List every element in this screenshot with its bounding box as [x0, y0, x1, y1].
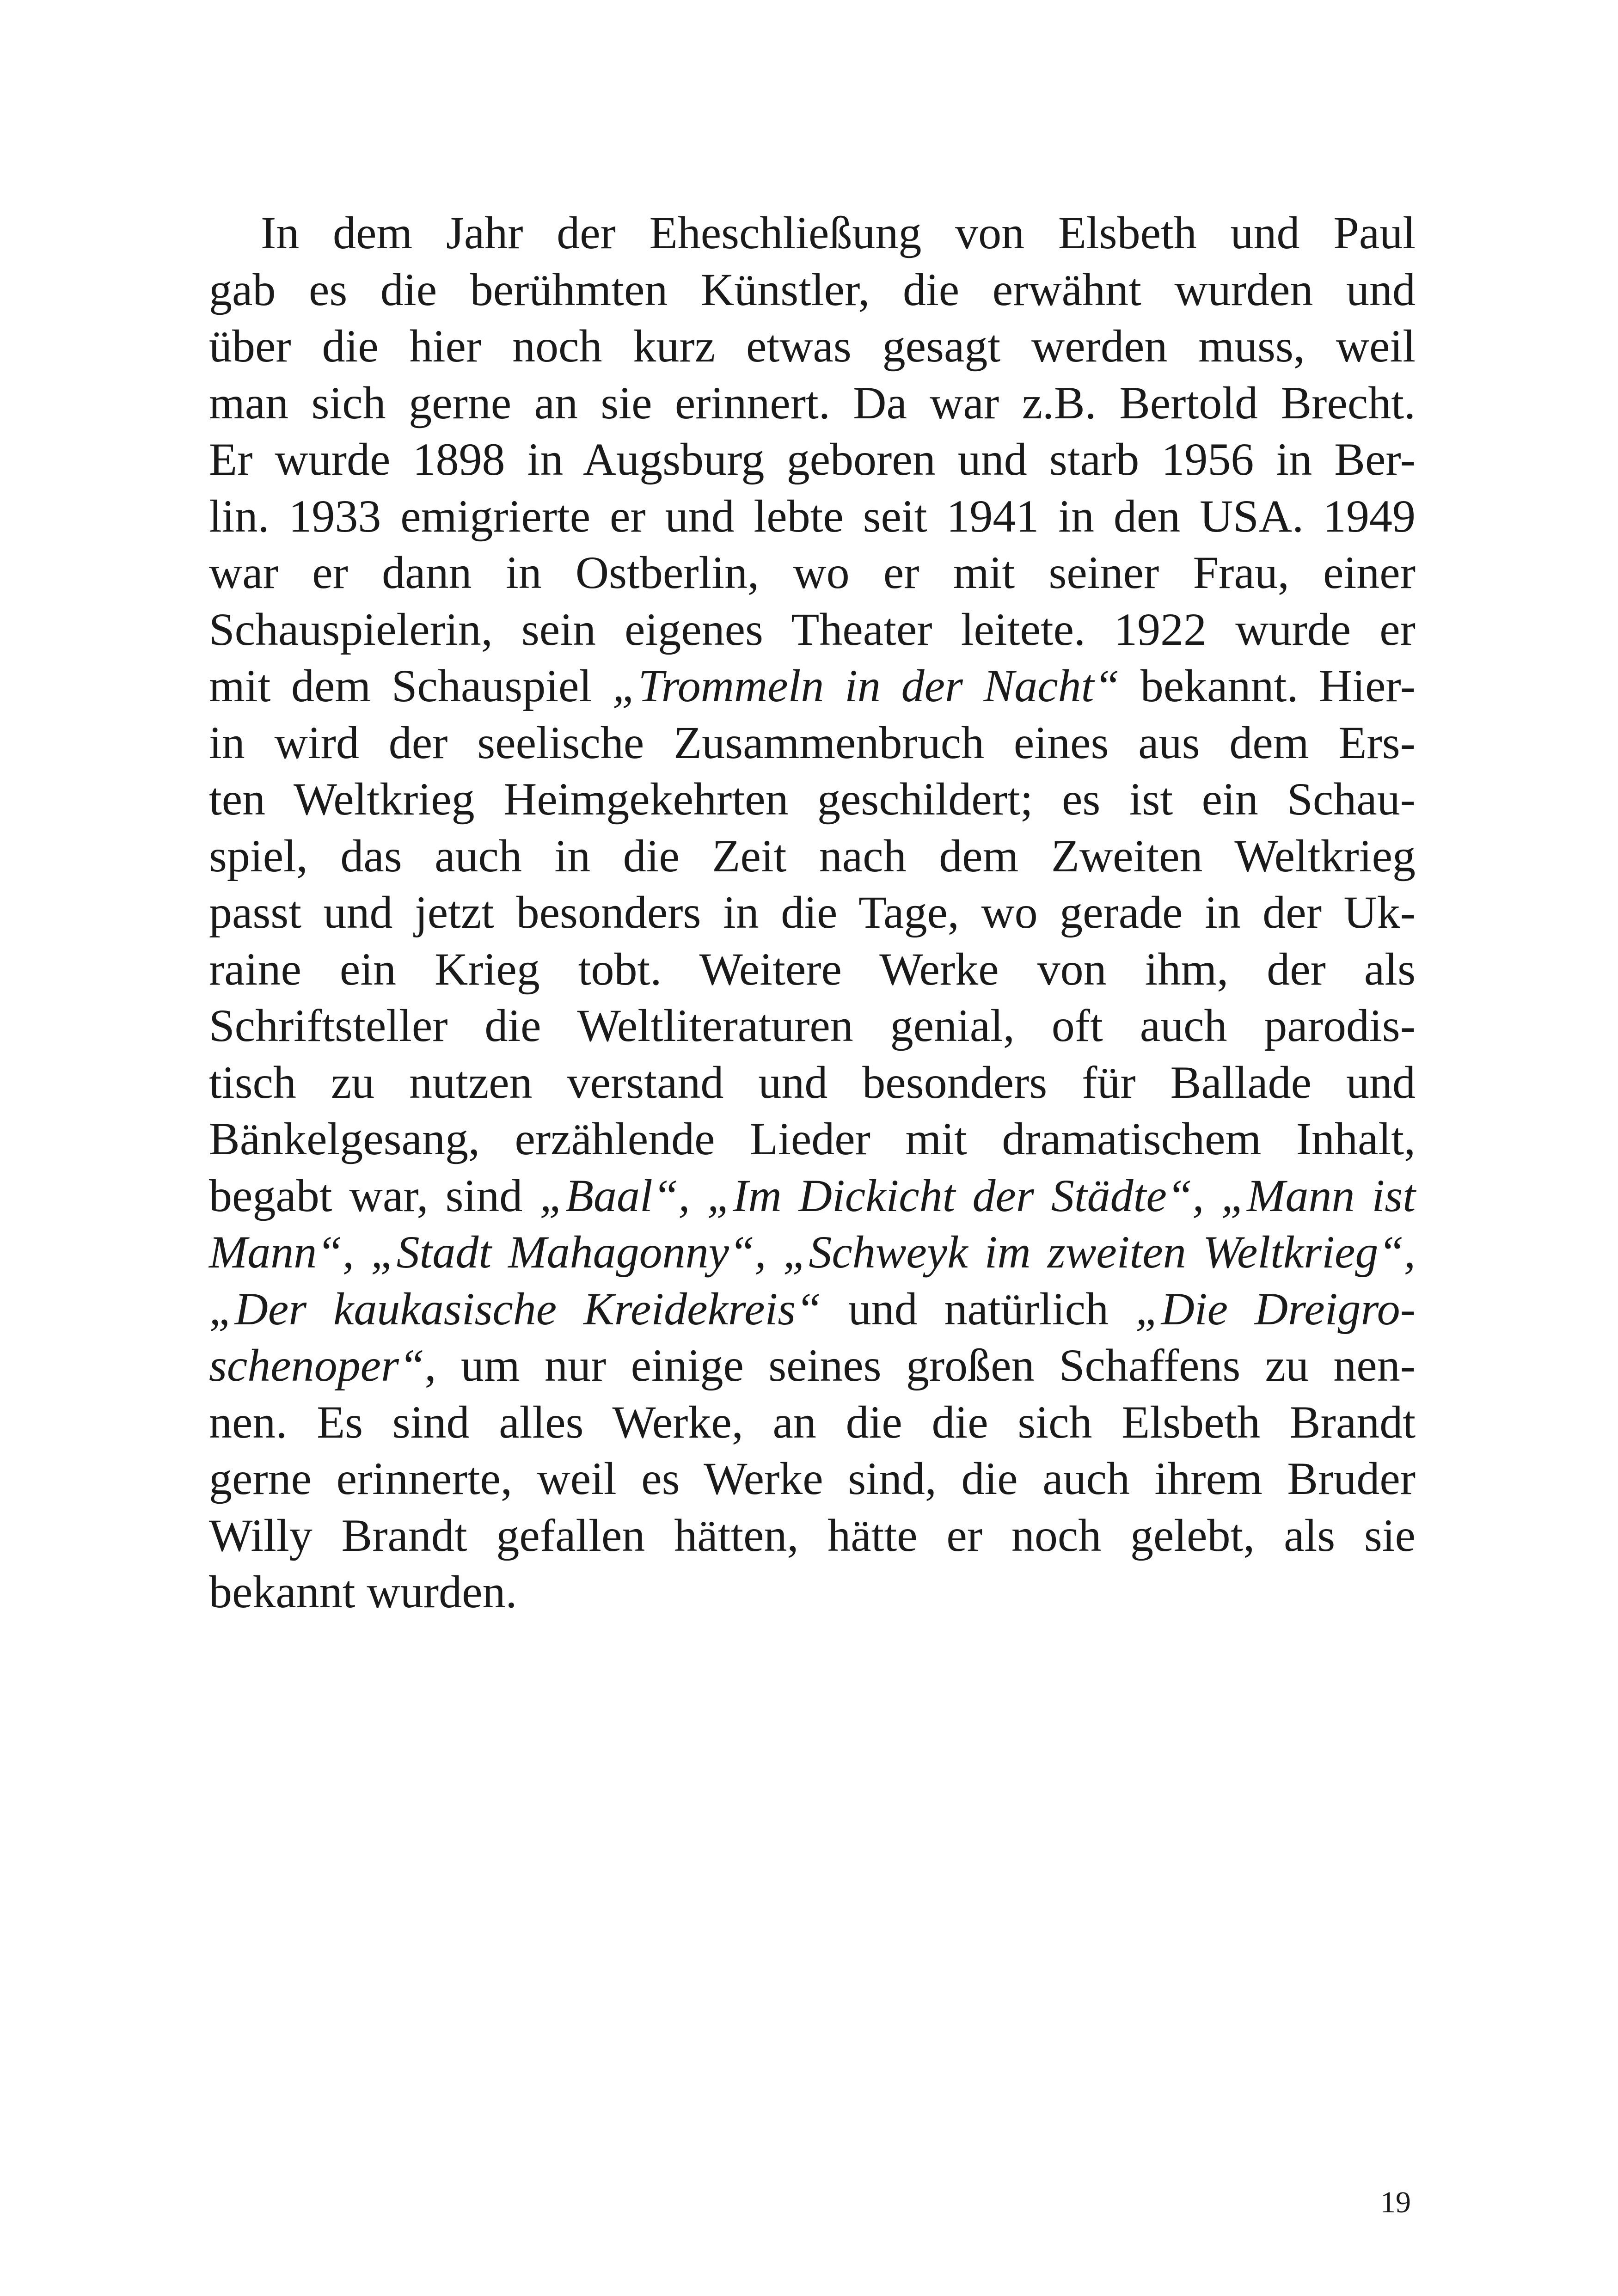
text-line: [209, 1337, 1416, 1394]
text-segment: spiel, das auch in die Zeit nach dem Zweiten Weltkrieg: [209, 830, 1416, 882]
text-segment: Willy Brandt gefallen hätten, hätte er noch gelebt, als sie: [209, 1509, 1416, 1561]
text-segment: lin. 1933 emigrierte er und lebte seit 1941 in den USA. 1949: [209, 490, 1416, 542]
text-segment: begabt war, sind: [209, 1169, 540, 1221]
italic-title-segment: „Baal“, „Im Dickicht der Städte“, „Mann ist: [539, 1169, 1416, 1221]
text-line: [209, 375, 1416, 432]
text-segment: nen. Es sind alles Werke, an die die sich Elsbeth Brandt: [209, 1396, 1416, 1448]
text-segment: man sich gerne an sie erinnert. Da war z.B. Bertold Brecht.: [209, 377, 1416, 429]
text-line: [209, 1224, 1416, 1281]
text-segment: passt und jetzt besonders in die Tage, wo gerade in der Uk-: [209, 887, 1416, 938]
text-line: [209, 1507, 1416, 1564]
text-line: [209, 1168, 1416, 1225]
text-line: [209, 1054, 1416, 1111]
text-line: [209, 998, 1416, 1054]
italic-title-segment: „Die Dreigro-: [1135, 1283, 1416, 1335]
text-line: [209, 545, 1416, 601]
text-segment: bekannt. Hier-: [1120, 660, 1416, 711]
text-line: [209, 318, 1416, 375]
text-segment: gerne erinnerte, weil es Werke sind, die auch ihrem Bruder: [209, 1453, 1416, 1504]
text-line: [209, 771, 1416, 828]
text-segment: mit dem Schauspiel: [209, 660, 613, 711]
text-segment: tisch zu nutzen verstand und besonders für Ballade und: [209, 1056, 1416, 1108]
text-line: [209, 1451, 1416, 1507]
text-segment: ten Weltkrieg Heimgekehrten geschildert; es ist ein Schau-: [209, 773, 1416, 825]
text-line: [209, 658, 1416, 715]
text-segment: war er dann in Ostberlin, wo er mit seiner Frau, einer: [209, 547, 1416, 598]
text-segment: und natürlich: [821, 1283, 1135, 1335]
italic-title-segment: Mann“, „Stadt Mahagonny“, „Schweyk im zweiten Weltkrieg“,: [209, 1226, 1416, 1278]
text-segment: , um nur einige seines großen Schaffens zu nen-: [424, 1340, 1416, 1391]
text-segment: In dem Jahr der Eheschließung von Elsbeth und Paul: [261, 207, 1416, 258]
text-segment: gab es die berühmten Künstler, die erwähnt wurden und: [209, 263, 1416, 315]
text-line: [209, 431, 1416, 488]
text-segment: in wird der seelische Zusammenbruch eines aus dem Ers-: [209, 716, 1416, 768]
text-segment: über die hier noch kurz etwas gesagt werden muss, weil: [209, 320, 1416, 372]
text-line: [209, 715, 1416, 771]
text-segment: Er wurde 1898 in Augsburg geboren und starb 1956 in Ber-: [209, 434, 1416, 485]
text-segment: Bänkelgesang, erzählende Lieder mit dramatischem Inhalt,: [209, 1113, 1416, 1164]
text-line: [209, 488, 1416, 545]
text-line: [209, 601, 1416, 658]
body-paragraph: [209, 205, 1416, 1621]
page-number: 19: [1380, 2186, 1411, 2219]
text-line: [209, 1564, 1416, 1621]
text-line: [209, 1111, 1416, 1168]
text-segment: raine ein Krieg tobt. Weitere Werke von ihm, der als: [209, 943, 1416, 995]
text-segment: Schauspielerin, sein eigenes Theater leitete. 1922 wurde er: [209, 603, 1416, 655]
text-segment: bekannt wurden.: [209, 1566, 517, 1617]
text-line: [209, 1394, 1416, 1451]
italic-title-segment: „Trommeln in der Nacht“: [612, 660, 1120, 711]
italic-title-segment: schenoper“: [209, 1340, 425, 1391]
text-line: [209, 262, 1416, 318]
text-line: [209, 1281, 1416, 1338]
text-line: [209, 828, 1416, 885]
italic-title-segment: „Der kaukasische Kreidekreis“: [209, 1283, 821, 1335]
text-line: [209, 205, 1416, 262]
text-segment: Schriftsteller die Weltliteraturen genial, oft auch parodis-: [209, 1000, 1416, 1051]
text-line: [209, 884, 1416, 941]
text-line: [209, 941, 1416, 998]
